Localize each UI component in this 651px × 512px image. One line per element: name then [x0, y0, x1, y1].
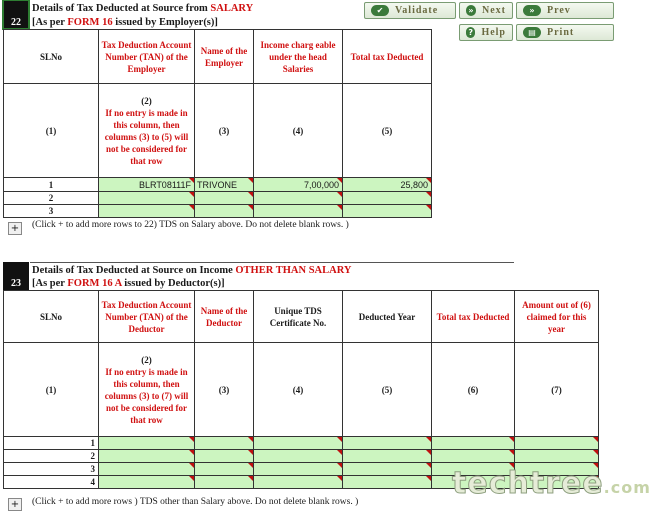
header-income: Income charg eable under the head Salaries	[254, 30, 343, 84]
section-23-number	[3, 262, 29, 290]
techtree-watermark: techtree.com	[452, 466, 651, 501]
certificate-input[interactable]	[254, 463, 343, 476]
col-number-3: (3)	[195, 84, 254, 178]
header-total-tax: Total tax Deducted	[343, 30, 432, 84]
other-footer-note: (Click + to add more rows ) TDS other than Salary above. Do not delete blank rows. )	[32, 497, 359, 507]
deductor-name-input[interactable]	[195, 437, 254, 450]
deductor-name-input[interactable]	[195, 476, 254, 489]
section-23-subtitle: [As per FORM 16 A issued by Deductor(s)]	[32, 278, 225, 289]
print-button[interactable]: ▤ Print	[516, 24, 614, 41]
row-slno: 1	[4, 178, 99, 192]
certificate-input[interactable]	[254, 476, 343, 489]
column-note: If no entry is made in this column, then columns (3) to (5) will not be considered for that row	[104, 107, 189, 166]
table-row	[4, 192, 432, 205]
add-row-button[interactable]: +	[8, 222, 22, 235]
section-22-subtitle: [As per FORM 16 issued by Employer(s)]	[32, 17, 218, 28]
employer-name-input[interactable]: TRIVONE	[195, 178, 254, 192]
row-slno: 3	[4, 463, 99, 476]
income-input[interactable]	[254, 205, 343, 218]
total-tax-input[interactable]	[343, 205, 432, 218]
certificate-input[interactable]	[254, 437, 343, 450]
tan-input[interactable]	[99, 450, 195, 463]
section-22-title: Details of Tax Deducted at Source from SALARY	[32, 3, 254, 14]
income-input[interactable]	[254, 192, 343, 205]
total-tax-input[interactable]	[432, 450, 515, 463]
col-number-5: (5)	[343, 343, 432, 437]
header-employer-name: Name of the Employer	[195, 30, 254, 84]
header-tan: Tax Deduction Account Number (TAN) of the Employer	[99, 30, 195, 84]
col-number-2-note	[99, 84, 195, 178]
col-number-2-note	[99, 343, 195, 437]
header-certificate: Unique TDS Certificate No.	[254, 291, 343, 343]
employer-name-input[interactable]	[195, 192, 254, 205]
validate-button[interactable]: ✔ Validate	[364, 2, 456, 19]
table-row	[4, 178, 432, 192]
fast-forward-icon: »	[466, 5, 476, 16]
row-slno: 2	[4, 450, 99, 463]
deducted-year-input[interactable]	[343, 437, 432, 450]
table-row	[4, 205, 432, 218]
tan-input[interactable]	[99, 463, 195, 476]
deductor-name-input[interactable]	[195, 450, 254, 463]
tan-input[interactable]	[99, 192, 195, 205]
deducted-year-input[interactable]	[343, 450, 432, 463]
col-number-7: (7)	[515, 343, 599, 437]
header-deductor-name: Name of the Deductor	[195, 291, 254, 343]
table-row	[4, 437, 599, 450]
add-row-button[interactable]: +	[8, 498, 22, 511]
salary-tds-table	[3, 29, 432, 218]
header-amount-claimed: Amount out of (6) claimed for this year	[515, 291, 599, 343]
next-button[interactable]: » Next	[459, 2, 513, 19]
section-number-text: 23	[11, 278, 21, 289]
table-row	[4, 450, 599, 463]
total-tax-input[interactable]: 25,800	[343, 178, 432, 192]
column-note: If no entry is made in this column, then columns (3) to (7) will not be considered for that row	[104, 366, 189, 425]
col-number-2: (2)	[141, 95, 152, 106]
col-number-6: (6)	[432, 343, 515, 437]
section-23-title: Details of Tax Deducted at Source on Income OTHER THAN SALARY	[32, 265, 352, 276]
check-icon: ✔	[371, 5, 389, 16]
total-tax-input[interactable]	[432, 437, 515, 450]
amount-claimed-input[interactable]	[515, 437, 599, 450]
tan-input[interactable]	[99, 476, 195, 489]
prev-button[interactable]: » Prev	[516, 2, 614, 19]
tan-input[interactable]	[99, 437, 195, 450]
question-icon: ?	[466, 27, 475, 38]
col-number-4: (4)	[254, 343, 343, 437]
col-number-4: (4)	[254, 84, 343, 178]
col-number-5: (5)	[343, 84, 432, 178]
employer-name-input[interactable]	[195, 205, 254, 218]
row-slno: 3	[4, 205, 99, 218]
col-number-2: (2)	[141, 354, 152, 365]
header-tan: Tax Deduction Account Number (TAN) of the Deductor	[99, 291, 195, 343]
col-number-1: (1)	[4, 343, 99, 437]
certificate-input[interactable]	[254, 450, 343, 463]
printer-icon: ▤	[523, 27, 541, 38]
tan-input[interactable]	[99, 205, 195, 218]
section-22-number[interactable]	[3, 0, 29, 29]
row-slno: 1	[4, 437, 99, 450]
income-input[interactable]: 7,00,000	[254, 178, 343, 192]
header-slno: SLNo	[4, 30, 99, 84]
row-slno: 4	[4, 476, 99, 489]
help-button[interactable]: ? Help	[459, 24, 513, 41]
salary-footer-note: (Click + to add more rows to 22) TDS on Salary above. Do not delete blank rows. )	[32, 220, 349, 230]
header-deducted-year: Deducted Year	[343, 291, 432, 343]
deducted-year-input[interactable]	[343, 463, 432, 476]
deductor-name-input[interactable]	[195, 463, 254, 476]
tan-input[interactable]: BLRT08111F	[99, 178, 195, 192]
fast-forward-icon: »	[523, 5, 541, 16]
row-slno: 2	[4, 192, 99, 205]
header-total-tax: Total tax Deducted	[432, 291, 515, 343]
col-number-1: (1)	[4, 84, 99, 178]
col-number-3: (3)	[195, 343, 254, 437]
total-tax-input[interactable]	[343, 192, 432, 205]
amount-claimed-input[interactable]	[515, 450, 599, 463]
divider	[30, 262, 514, 263]
other-tds-table	[3, 290, 599, 489]
deducted-year-input[interactable]	[343, 476, 432, 489]
section-number-text: 22	[11, 17, 21, 28]
header-slno: SLNo	[4, 291, 99, 343]
